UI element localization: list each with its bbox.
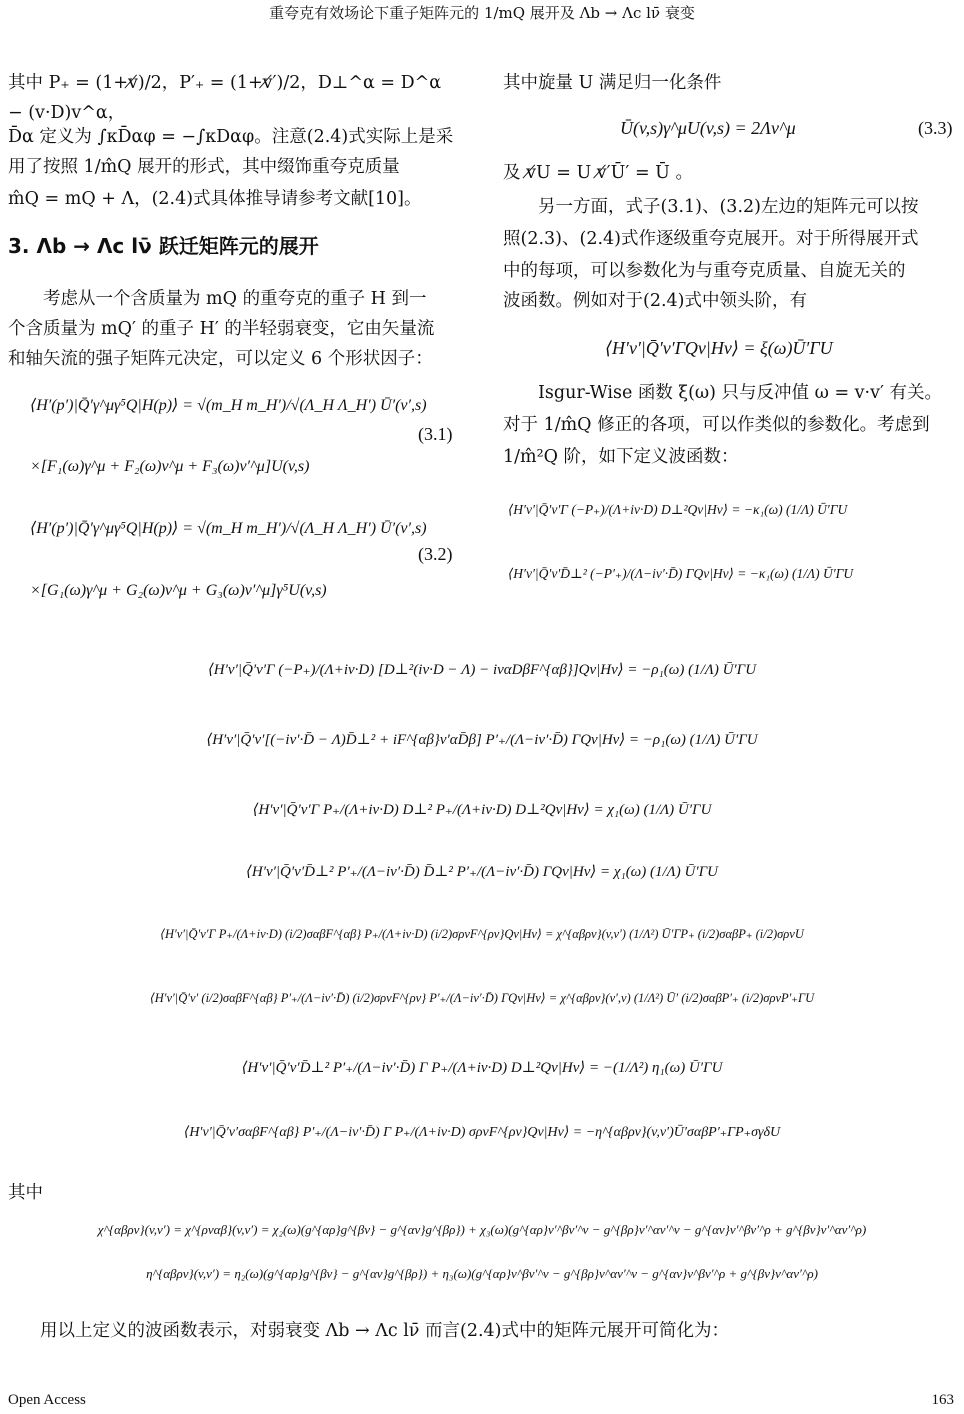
- left-para-6: 个含质量为 mQ′ 的重子 H′ 的半轻弱衰变，它由矢量流: [8, 319, 435, 339]
- eq-3-2-number: (3.2): [418, 544, 453, 564]
- right-para-5: 中的每项，可以参数化为与重夸克质量、自旋无关的: [503, 261, 906, 281]
- section-heading: 3. Λb → Λc lν̄ 跃迁矩阵元的展开: [8, 234, 319, 258]
- eq-3-2-line2: ×[G₁(ω)γ^μ + G₂(ω)v^μ + G₃(ω)v′^μ]γ⁵U(v,s): [30, 582, 327, 599]
- right-para-2: 及 v̸U = U v̸′Ū′ = Ū 。: [503, 163, 693, 183]
- right-para-7: Isgur-Wise 函数 ξ(ω) 只与反冲值 ω = v·v′ 有关。: [538, 383, 943, 403]
- eq-chi-tensor-b: ⟨H′v′|Q̄′v′ (i/2)σαβF^{αβ} P′₊/(Λ−iv′·D̄) (i/2)σρνF^{ρν} P′₊/(Λ−iv′·D̄) ΓQv|Hv⟩ = χ^{αβρν}(v′,v) (1/Λ²) Ū′ (i/2)σαβP′₊ (i/2)σρνP′₊ΓU: [149, 991, 815, 1005]
- eq-3-1-number: (3.1): [418, 424, 453, 444]
- eq-rho1-b: ⟨H′v′|Q̄′v′[(−iv′·D̄ − Λ)D̄⊥² + iF^{αβ}v′αD̄β] P′₊/(Λ−iv′·D̄) ΓQv|Hv⟩ = −ρ₁(ω) (1/Λ) Ū′ΓU: [206, 732, 758, 748]
- footer-journal: Open Access: [8, 1392, 86, 1408]
- page-header: 重夸克有效场论下重子矩阵元的 1/mQ 展开及 Λb → Λc lν̄ 衰变: [269, 4, 695, 22]
- right-para-8: 对于 1/m̂Q 修正的各项，可以作类似的参数化。考虑到: [503, 415, 930, 435]
- eq-kappa1-a: ⟨H′v′|Q̄′v′Γ (−P₊)/(Λ+iv·D) D⊥²Qv|Hv⟩ = −κ₁(ω) (1/Λ) Ū′ΓU: [508, 502, 848, 517]
- left-para-2: D̄α 定义为 ∫κD̄αφ = −∫κDαφ。注意(2.4)式实际上是采: [8, 127, 454, 147]
- eq-rho1-a: ⟨H′v′|Q̄′v′Γ (−P₊)/(Λ+iv·D) [D⊥²(iv·D − Λ) − ivαDβF^{αβ}]Qv|Hv⟩ = −ρ₁(ω) (1/Λ) Ū′ΓU: [207, 662, 757, 678]
- eq-3-1-line2: ×[F₁(ω)γ^μ + F₂(ω)v^μ + F₃(ω)v′^μ]U(v,s): [30, 458, 310, 475]
- right-para-1: 其中旋量 U 满足归一化条件: [503, 73, 722, 93]
- where-label: 其中: [8, 1183, 43, 1203]
- eq-3-1-line1: ⟨H′(p′)|Q̄′γ^μγ⁵Q|H(p)⟩ = √(m_H m_H′)/√(Λ_H Λ_H′) Ū′(v′,s): [30, 397, 427, 414]
- eq-eta1: ⟨H′v′|Q̄′v′D̄⊥² P′₊/(Λ−iv′·D̄) Γ P₊/(Λ+iv·D) D⊥²Qv|Hv⟩ = −(1/Λ²) η₁(ω) Ū′ΓU: [241, 1060, 723, 1076]
- eq-3-2-line1: ⟨H′(p′)|Q̄′γ^μγ⁵Q|H(p)⟩ = √(m_H m_H′)/√(Λ_H Λ_H′) Ū′(v′,s): [30, 520, 427, 537]
- left-para-3: 用了按照 1/m̂Q 展开的形式，其中缀饰重夸克质量: [8, 157, 400, 177]
- left-para-4: m̂Q = mQ + Λ，(2.4)式具体推导请参考文献[10]。: [8, 189, 422, 209]
- left-para-7: 和轴矢流的强子矩阵元决定，可以定义 6 个形状因子：: [8, 349, 433, 369]
- closing-sentence: 用以上定义的波函数表示，对弱衰变 Λb → Λc lν̄ 而言(2.4)式中的矩阵元展开可简化为：: [40, 1321, 729, 1341]
- right-para-6: 波函数。例如对于(2.4)式中领头阶，有: [503, 291, 807, 311]
- left-para-5: 考虑从一个含质量为 mQ 的重夸克的重子 H 到一: [43, 289, 427, 309]
- footer-page-number: 163: [931, 1392, 954, 1408]
- right-para-4: 照(2.3)、(2.4)式作逐级重夸克展开。对于所得展开式: [503, 229, 919, 249]
- right-para-3: 另一方面，式子(3.1)、(3.2)左边的矩阵元可以按: [538, 197, 919, 217]
- eq-eta-tensor: ⟨H′v′|Q̄′v′σαβF^{αβ} P′₊/(Λ−iv′·D̄) Γ P₊/(Λ+iv·D) σρνF^{ρν}Qv|Hv⟩ = −η^{αβρν}(v,v′)Ū′σαβP′₊ΓP₊σγδU: [183, 1125, 781, 1140]
- eq-kappa1-b: ⟨H′v′|Q̄′v′D̄⊥² (−P′₊)/(Λ−iv′·D̄) ΓQv|Hv⟩ = −κ₁(ω) (1/Λ) Ū′ΓU: [508, 566, 854, 581]
- eq-chi1-a: ⟨H′v′|Q̄′v′Γ P₊/(Λ+iv·D) D⊥² P₊/(Λ+iv·D) D⊥²Qv|Hv⟩ = χ₁(ω) (1/Λ) Ū′ΓU: [252, 802, 712, 818]
- eta-definition: η^{αβρν}(v,v′) = η₂(ω)(g^{αρ}g^{βν} − g^{αν}g^{βρ}) + η₃(ω)(g^{αρ}v^βv′^ν − g^{βρ}v^αv′^ν − g^{αν}v^βv′^ρ + g^{βν}v^αv′^ρ): [146, 1266, 818, 1281]
- eq-leading-order: ⟨H′v′|Q̄′v′ΓQv|Hv⟩ = ξ(ω)Ū′ΓU: [605, 338, 833, 358]
- left-para-1: 其中 P₊ = (1+v̸)/2，P′₊ = (1+v̸′)/2，D⊥^α = D^α − (v·D)v^α，: [8, 73, 442, 123]
- eq-3-3: Ū(v,s)γ^μU(v,s) = 2Λv^μ: [620, 118, 796, 138]
- right-para-9: 1/m̂²Q 阶，如下定义波函数：: [503, 447, 739, 467]
- chi-definition: χ^{αβρν}(v,v′) = χ^{ρναβ}(v,v′) = χ₂(ω)(g^{αρ}g^{βν} − g^{αν}g^{βρ}) + χ₃(ω)(g^{αρ}v′^βv′^ν − g^{βρ}v′^αv′^ν − g^{αν}v′^βv′^ρ + g^{βν}v′^αv′^ρ): [97, 1222, 867, 1237]
- eq-chi1-b: ⟨H′v′|Q̄′v′D̄⊥² P′₊/(Λ−iv′·D̄) D̄⊥² P′₊/(Λ−iv′·D̄) ΓQv|Hv⟩ = χ₁(ω) (1/Λ) Ū′ΓU: [246, 864, 718, 880]
- eq-chi-tensor-a: ⟨H′v′|Q̄′v′Γ P₊/(Λ+iv·D) (i/2)σαβF^{αβ} P₊/(Λ+iv·D) (i/2)σρνF^{ρν}Qv|Hv⟩ = χ^{αβρν}(v,v′) (1/Λ²) Ū′ΓP₊ (i/2)σαβP₊ (i/2)σρνU: [160, 927, 804, 941]
- eq-3-3-number: (3.3): [918, 118, 953, 138]
